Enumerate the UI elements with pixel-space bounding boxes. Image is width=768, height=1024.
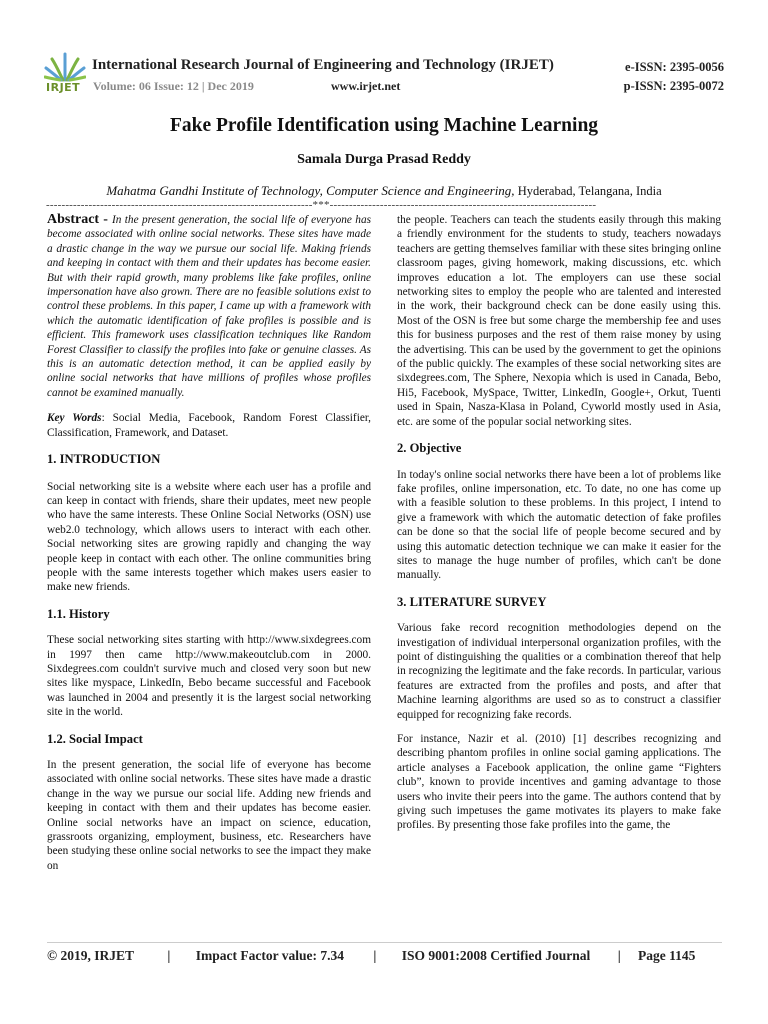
objective-text: In today's online social networks there have been a lot of problems like fake profiles, online impersonation, etc. To date, no one has come up with a feasible solution to these problems. In this project, I intend to give a framework with which the automatic detection of fake profiles can be done so that the social life of people become secured and by using this automatic detection technique we can make it easier for the sites to manage the huge number of profiles, which can't be done manually. xyxy=(397,468,721,582)
volume-issue: Volume: 06 Issue: 12 | Dec 2019 xyxy=(93,79,254,93)
affiliation-location: Hyderabad, Telangana, India xyxy=(514,184,662,198)
section-heading-objective: 2. Objective xyxy=(397,441,462,456)
footer-rule xyxy=(47,942,722,943)
journal-header xyxy=(44,50,724,98)
footer-page-number: Page 1145 xyxy=(638,948,696,963)
keywords-heading: Key Words xyxy=(47,412,102,425)
paper-title: Fake Profile Identification using Machine Learning xyxy=(169,115,599,136)
abstract-text: In the present generation, the social life of everyone has become associated with online social networks. These sites have made a drastic change in the way we pursue our social life. Making friends and keeping in contact with them and their updates has become easier. But with their rapid growth, many problems like fake profiles, online impersonation have also grown. There are no feasible solutions exist to control these problems. In this paper, I came up with a framework with which the automatic identification of fake profiles is possible and is efficient. This framework uses classification techniques like Random Forest Classifier to classify the profiles into fake or genuine classes. As this is an automatic detection method, it can be applied easily by online social networks that have millions of profiles whose profiles cannot be examined manually. xyxy=(47,214,371,399)
section-heading-literature-survey: 3. LITERATURE SURVEY xyxy=(397,594,547,609)
social-impact-text: In the present generation, the social life of everyone has become associated with online social networks. These sites have made a drastic change in the way we pursue our social life. Adding new friends and keeping in contact with them and their updates has become easier. Online social networks have an impact on science, education, grassroots organizing, employment, business, etc. Researchers have been studying these online social networks to see the impact they make on xyxy=(47,759,371,872)
p-issn: p-ISSN: 2395-0072 xyxy=(623,79,724,93)
footer-copyright: © 2019, IRJET xyxy=(47,948,134,963)
paper-author: Samala Durga Prasad Reddy xyxy=(297,152,471,167)
history-text: These social networking sites starting with http://www.sixdegrees.com in 1997 then came http://www.makeoutclub.com in 2000. Sixdegrees.com couldn't survive much and closed very soon but new sites like myspace, LinkedIn, Bebo became successful and Facebook was launched in 2004 and presently it is the largest social networking site in the world. xyxy=(47,634,371,719)
footer-impact-factor: Impact Factor value: 7.34 xyxy=(195,948,344,963)
section-separator: ---------------------------------------------------------------------***--------------------------------------------------------------------- xyxy=(46,199,597,211)
literature-survey-text-1: Various fake record recognition methodologies depend on the investigation of individual interpersonal organization profiles, with the point of distinguishing the qualities or a combination thereof that help in recognizing the legitimate and the fake records. In particular, various features are extracted from the profiles and posts, and after that Machine learning algorithms are used so as to construct a classifier equipped for recognizing fake records. xyxy=(397,622,721,721)
author-affiliation xyxy=(0,183,768,199)
e-issn: e-ISSN: 2395-0056 xyxy=(625,60,724,74)
footer-iso: ISO 9001:2008 Certified Journal xyxy=(401,948,591,963)
section-heading-social-impact: 1.2. Social Impact xyxy=(47,731,143,746)
journal-website[interactable]: www.irjet.net xyxy=(331,79,401,93)
logo-wordmark: IRJET xyxy=(46,81,81,94)
section-heading-introduction: 1. INTRODUCTION xyxy=(47,452,161,467)
keywords-text: : Social Media, Facebook, Random Forest Classifier, Classification, Framework, and Dataset. xyxy=(47,412,371,439)
abstract xyxy=(47,213,371,400)
section-heading-history: 1.1. History xyxy=(47,606,110,621)
page-footer xyxy=(47,948,722,964)
journal-title: International Research Journal of Engineering and Technology (IRJET) xyxy=(92,57,554,73)
footer-separator: | xyxy=(617,948,621,963)
literature-survey-text-2: For instance, Nazir et al. (2010) [1] describes recognizing and describing phantom profiles in online social gaming applications. The article analyses a Facebook application, the online game “Fighters club”, known to provide incentives and gaming advantage to those users who invite their peers into the game. The authors contend that by giving such impetuses the game motivates its players to make fake profiles. By presenting those fake profiles into the game, the xyxy=(397,733,721,832)
footer-separator: | xyxy=(373,948,377,963)
keywords xyxy=(47,411,371,440)
affiliation-institute: Mahatma Gandhi Institute of Technology, Computer Science and Engineering, xyxy=(106,183,515,198)
introduction-text: Social networking site is a website where each user has a profile and can keep in contact with friends, share their updates, meet new people who have the same interests. These Online Social Networks (OSN) use web2.0 technology, which allows users to interact with each other. Social networking sites are growing rapidly and changing the way people keep in contact with each other. The online communities bring people with the same interests together which makes users easier to make new friends. xyxy=(47,480,371,594)
left-column xyxy=(47,213,371,873)
abstract-heading: Abstract - xyxy=(47,212,112,227)
footer-separator: | xyxy=(167,948,171,963)
continued-text: the people. Teachers can teach the students easily through this making a friendly environment for the students to study, teachers nowadays teachers are getting themselves familiar with these sites bringing online classroom pages, giving homework, making discussions, etc. which improves education a lot. The employers can use these social networking sites to employ the people who are talented and interested in the work, their background check can be done easily using this. Most of the OSN is free but some charge the membership fee and uses this for business purposes and the rest of them raise money by using the advertising. This can be used by the government to get the opinions of the public quickly. The examples of these social networking sites are sixdegrees.com, The Sphere, Nexopia which is used in Canada, Bebo, Hi5, Facebook, MySpace, Twitter, LinkedIn, Google+, Orkut, Tuenti used in Spain, Nasza-Klasa in Poland, Cyworld mostly used in Asia, etc. are some of the popular social networking sites. xyxy=(397,214,721,428)
right-column xyxy=(397,213,721,833)
